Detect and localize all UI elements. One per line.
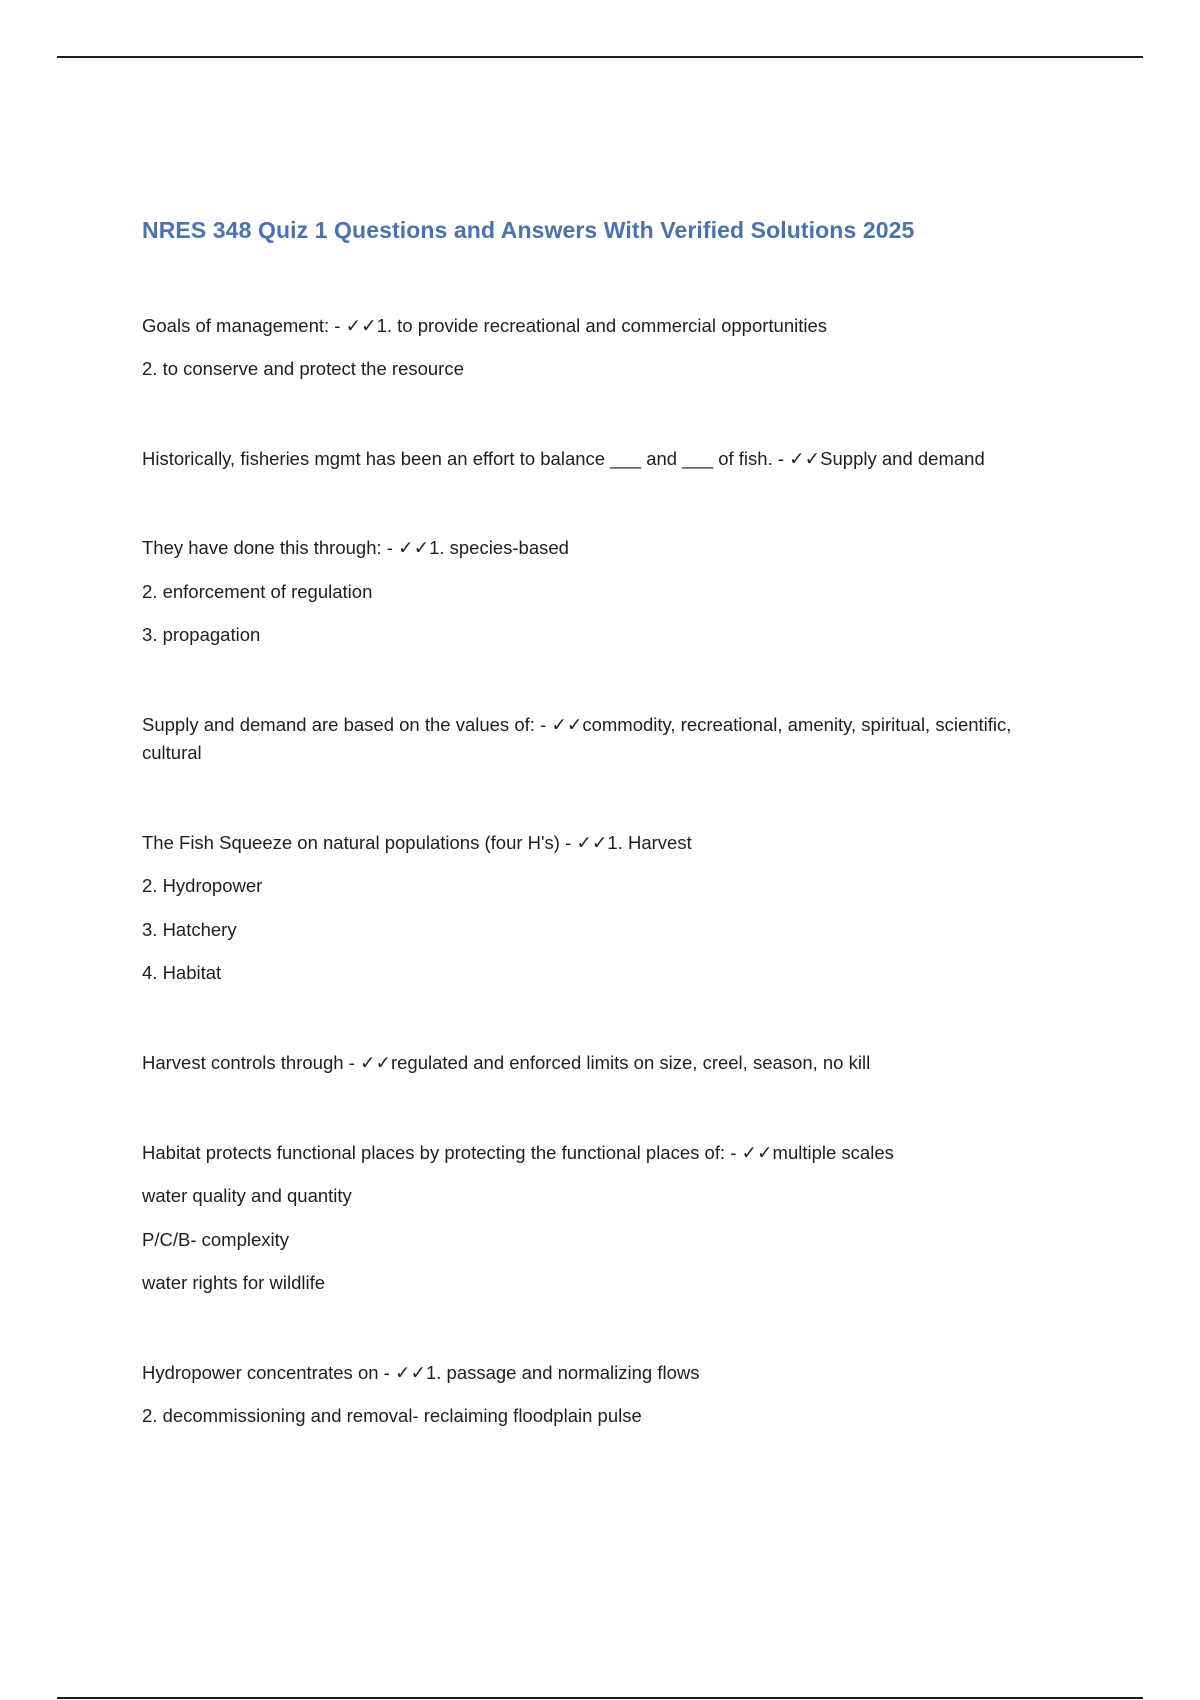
qa-1-line-1: Goals of management: - ✓✓1. to provide recreational and commercial opportunities — [142, 315, 828, 336]
qa-3-line-2: 2. enforcement of regulation — [142, 581, 373, 602]
qa-3-line-1: They have done this through: - ✓✓1. species-based — [142, 537, 569, 558]
qa-7-line-4: water rights for wildlife — [142, 1272, 326, 1293]
header-rule — [57, 56, 1143, 58]
qa-7-line-1: Habitat protects functional places by protecting the functional places of: - ✓✓multiple scales — [142, 1142, 894, 1163]
qa-4-line-1: Supply and demand are based on the values of: - ✓✓commodity, recreational, amenity, spiritual, scientific, cultural — [142, 714, 1012, 763]
qa-8-line-2: 2. decommissioning and removal- reclaiming floodplain pulse — [142, 1405, 642, 1426]
qa-2-line-1: Historically, fisheries mgmt has been an effort to balance ___ and ___ of fish. - ✓✓Supply and demand — [142, 448, 985, 469]
qa-8-line-1: Hydropower concentrates on - ✓✓1. passage and normalizing flows — [142, 1362, 700, 1383]
document-title: NRES 348 Quiz 1 Questions and Answers With Verified Solutions 2025 — [142, 217, 915, 243]
qa-5-line-3: 3. Hatchery — [142, 919, 237, 940]
qa-5-line-4: 4. Habitat — [142, 962, 222, 983]
footer-rule — [57, 1697, 1143, 1699]
qa-7-line-3: P/C/B- complexity — [142, 1229, 290, 1250]
qa-3-line-3: 3. propagation — [142, 624, 261, 645]
qa-7-line-2: water quality and quantity — [142, 1185, 352, 1206]
qa-5-line-1: The Fish Squeeze on natural populations (four H's) - ✓✓1. Harvest — [142, 832, 692, 853]
qa-1-line-2: 2. to conserve and protect the resource — [142, 358, 464, 379]
qa-6-line-1: Harvest controls through - ✓✓regulated and enforced limits on size, creel, season, no kill — [142, 1052, 871, 1073]
qa-5-line-2: 2. Hydropower — [142, 875, 263, 896]
